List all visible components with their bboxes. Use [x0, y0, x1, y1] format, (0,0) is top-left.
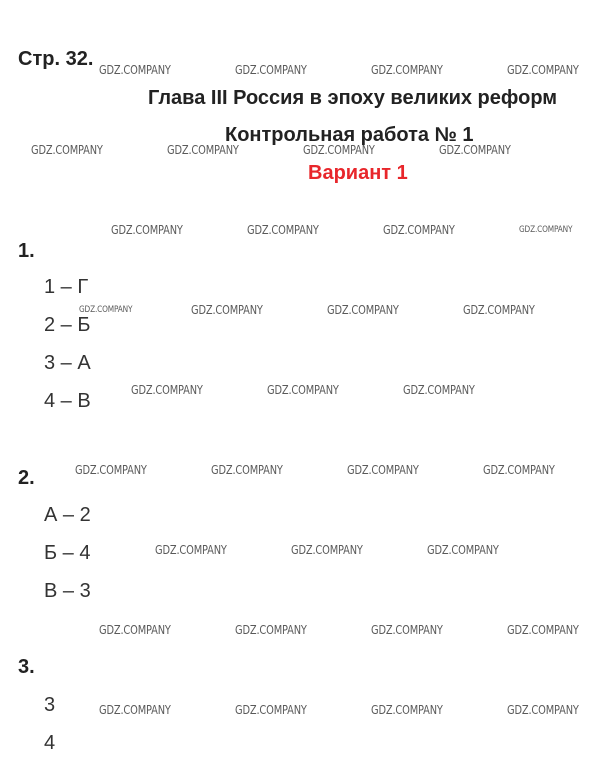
- watermark: GDZ.COMPANY: [79, 305, 133, 315]
- watermark: GDZ.COMPANY: [99, 623, 171, 637]
- answer-item: Б – 4: [44, 542, 91, 564]
- watermark: GDZ.COMPANY: [211, 463, 283, 477]
- variant-label: Вариант 1: [308, 162, 408, 184]
- watermark: GDZ.COMPANY: [403, 383, 475, 397]
- watermark: GDZ.COMPANY: [247, 223, 319, 237]
- watermark: GDZ.COMPANY: [483, 463, 555, 477]
- watermark: GDZ.COMPANY: [235, 623, 307, 637]
- answer-item: В – 3: [44, 580, 91, 602]
- answer-item: А – 2: [44, 504, 91, 526]
- answer-item: 4 – В: [44, 390, 91, 412]
- work-title: Контрольная работа № 1: [225, 124, 474, 146]
- watermark: GDZ.COMPANY: [507, 623, 579, 637]
- watermark: GDZ.COMPANY: [131, 383, 203, 397]
- watermark: GDZ.COMPANY: [371, 703, 443, 717]
- watermark: GDZ.COMPANY: [371, 63, 443, 77]
- watermark: GDZ.COMPANY: [291, 543, 363, 557]
- question-number-2: 2.: [18, 467, 35, 489]
- watermark: GDZ.COMPANY: [347, 463, 419, 477]
- watermark: GDZ.COMPANY: [439, 143, 511, 157]
- watermark: GDZ.COMPANY: [371, 623, 443, 637]
- answer-item: 1 – Г: [44, 276, 89, 298]
- answer-item: 4: [44, 732, 56, 754]
- watermark: GDZ.COMPANY: [235, 63, 307, 77]
- watermark: GDZ.COMPANY: [303, 143, 375, 157]
- chapter-title: Глава III Россия в эпоху великих реформ: [148, 87, 558, 109]
- question-number-1: 1.: [18, 240, 35, 262]
- answer-item: 2 – Б: [44, 314, 91, 336]
- watermark: GDZ.COMPANY: [191, 303, 263, 317]
- watermark: GDZ.COMPANY: [235, 703, 307, 717]
- watermark: GDZ.COMPANY: [267, 383, 339, 397]
- watermark: GDZ.COMPANY: [75, 463, 147, 477]
- answer-item: 3: [44, 694, 56, 716]
- watermark: GDZ.COMPANY: [111, 223, 183, 237]
- watermark: GDZ.COMPANY: [507, 63, 579, 77]
- question-number-3: 3.: [18, 656, 35, 678]
- watermark: GDZ.COMPANY: [99, 63, 171, 77]
- watermark: GDZ.COMPANY: [427, 543, 499, 557]
- page-ref: Стр. 32.: [18, 48, 94, 70]
- watermark: GDZ.COMPANY: [463, 303, 535, 317]
- watermark: GDZ.COMPANY: [31, 143, 103, 157]
- answer-item: 3 – А: [44, 352, 91, 374]
- watermark: GDZ.COMPANY: [99, 703, 171, 717]
- watermark: GDZ.COMPANY: [519, 225, 573, 235]
- watermark: GDZ.COMPANY: [383, 223, 455, 237]
- watermark: GDZ.COMPANY: [155, 543, 227, 557]
- watermark: GDZ.COMPANY: [167, 143, 239, 157]
- watermark: GDZ.COMPANY: [507, 703, 579, 717]
- watermark: GDZ.COMPANY: [327, 303, 399, 317]
